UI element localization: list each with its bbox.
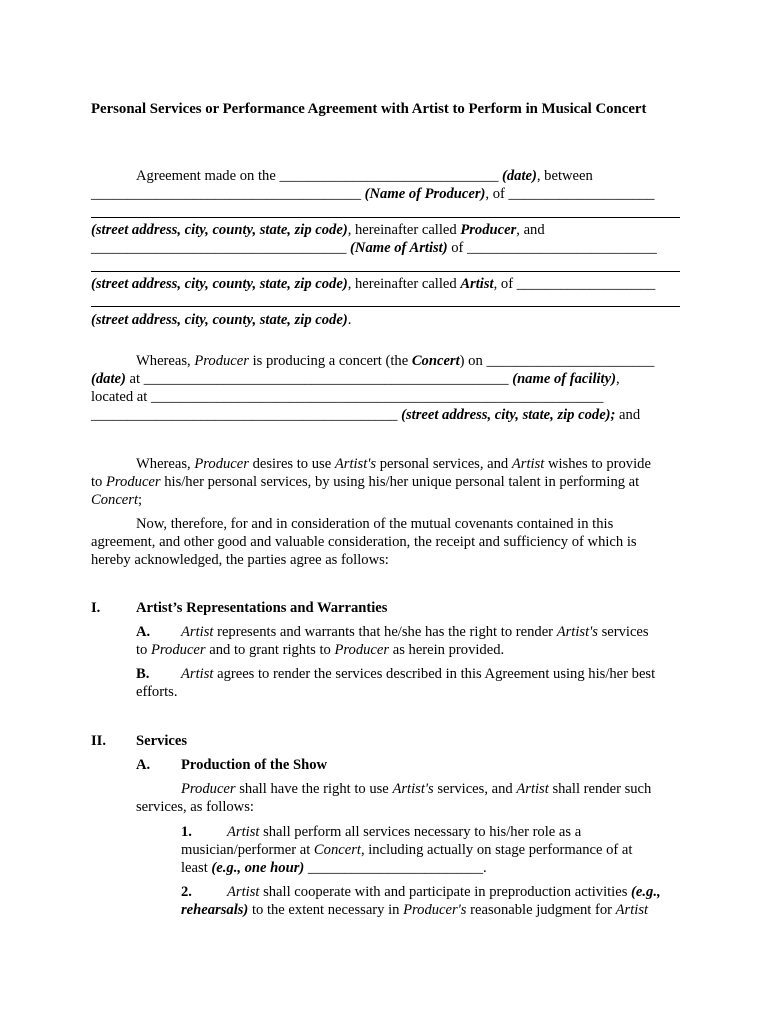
producer-name-blank: _____________________________________ <box>91 186 361 202</box>
item-2-line-2: rehearsals) to the extent necessary in Producer's reasonable judgment for Artist <box>181 902 649 918</box>
section-1a-label: A. <box>136 624 151 640</box>
section-2-heading: Services <box>136 733 188 749</box>
whereas-1-line-3: located at ______________________________________________________________ <box>91 389 604 405</box>
artist-address-line <box>91 271 680 272</box>
item-1-label: 1. <box>181 824 192 840</box>
whereas-2-line-1: Whereas, Producer desires to use Artist's personal services, and Artist wishes to provide <box>136 456 651 472</box>
agreement-line-5: ___________________________________ (Name of Artist) of __________________________ <box>91 240 657 256</box>
section-1b-line-1: Artist agrees to render the services described in this Agreement using his/her best <box>181 666 656 682</box>
item-2-line-1: Artist shall cooperate with and participate in preproduction activities (e.g., <box>227 884 661 900</box>
agreement-line-4: (street address, city, county, state, zip code), hereinafter called Producer, and <box>91 222 545 238</box>
whereas-1-line-2: (date) at __________________________________________________ (name of facility), <box>91 371 620 387</box>
section-2a-line-1: Producer shall have the right to use Artist's services, and Artist shall render such <box>181 781 652 797</box>
consideration-line-1: Now, therefore, for and in consideration of the mutual covenants contained in this <box>136 516 614 532</box>
section-2a-heading: Production of the Show <box>181 757 328 773</box>
whereas-1-line-4: __________________________________________ (street address, city, state, zip code); and <box>91 407 641 423</box>
date-blank: ______________________________ <box>279 168 499 184</box>
agreement-line-1: Agreement made on the ______________________________ (date), between <box>136 168 593 184</box>
artist-name-blank: ___________________________________ <box>91 240 347 256</box>
agreement-line-9: (street address, city, county, state, zip code). <box>91 312 352 328</box>
section-1-number: I. <box>91 600 101 616</box>
whereas-1-line-1: Whereas, Producer is producing a concert (the Concert) on _______________________ <box>136 353 655 369</box>
section-1b-label: B. <box>136 666 150 682</box>
section-2a-label: A. <box>136 757 151 773</box>
section-1a-line-1: Artist represents and warrants that he/she has the right to render Artist's services <box>181 624 649 640</box>
whereas-2-line-3: Concert; <box>91 492 143 508</box>
agreement-line-7: (street address, city, county, state, zip code), hereinafter called Artist, of ___________________ <box>91 276 656 292</box>
item-2-label: 2. <box>181 884 192 900</box>
document-title: Personal Services or Performance Agreement with Artist to Perform in Musical Concert <box>91 101 647 117</box>
section-1-heading: Artist’s Representations and Warranties <box>136 600 388 616</box>
section-1b-line-2: efforts. <box>136 684 178 700</box>
item-1-line-3: least (e.g., one hour) ________________________. <box>181 860 487 876</box>
consideration-line-3: hereby acknowledged, the parties agree as follows: <box>91 552 389 568</box>
agreement-line-2: _____________________________________ (Name of Producer), of ____________________ <box>91 186 655 202</box>
item-1-line-2: musician/performer at Concert, including actually on stage performance of at <box>181 842 633 858</box>
section-2-number: II. <box>91 733 107 749</box>
artist-of-address-line <box>91 306 680 307</box>
section-1a-line-2: to Producer and to grant rights to Producer as herein provided. <box>136 642 505 658</box>
item-1-line-1: Artist shall perform all services necessary to his/her role as a <box>227 824 582 840</box>
producer-address-line <box>91 217 680 218</box>
section-2a-line-2: services, as follows: <box>136 799 254 815</box>
consideration-line-2: agreement, and other good and valuable consideration, the receipt and sufficiency of which is <box>91 534 637 550</box>
whereas-2-line-2: to Producer his/her personal services, by using his/her unique personal talent in performing at <box>91 474 640 490</box>
